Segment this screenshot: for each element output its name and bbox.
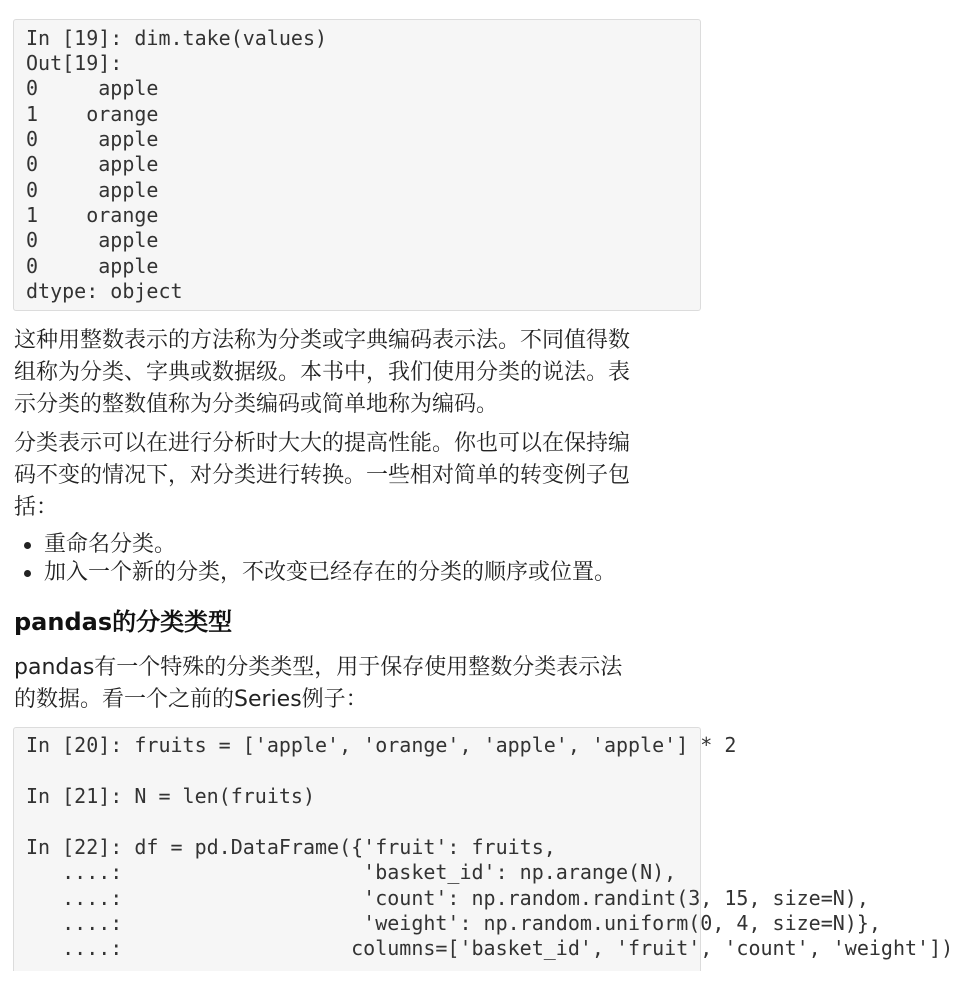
code-line: In [22]: df = pd.DataFrame({'fruit': fruits, bbox=[26, 835, 556, 859]
code-line: ....: columns=['basket_id', 'fruit', 'count', 'weight']) bbox=[26, 936, 953, 960]
code-block-input bbox=[13, 727, 953, 971]
paragraph-line: 这种用整数表示的方法称为分类或字典编码表示法。不同值得数 bbox=[14, 328, 631, 353]
paragraph-pandas-categorical bbox=[14, 652, 704, 716]
bullet-dot-icon bbox=[24, 542, 31, 549]
code-line: 0 apple bbox=[26, 254, 159, 278]
code-line: Out[19]: bbox=[26, 51, 123, 75]
paragraph-line: 示分类的整数值称为分类编码或简单地称为编码。 bbox=[14, 392, 499, 417]
code-line: 0 apple bbox=[26, 228, 159, 252]
bullet-list bbox=[14, 531, 704, 587]
section-heading: pandas的分类类型 bbox=[14, 608, 233, 636]
code-line: In [20]: fruits = ['apple', 'orange', 'apple', 'apple'] * 2 bbox=[26, 733, 737, 757]
bullet-dot-icon bbox=[24, 570, 31, 577]
list-item bbox=[14, 531, 704, 559]
code-block-output bbox=[13, 19, 701, 311]
list-item-text: 加入一个新的分类，不改变已经存在的分类的顺序或位置。 bbox=[44, 560, 617, 585]
paragraph-categorical-encoding bbox=[14, 325, 704, 421]
code-line: dtype: object bbox=[26, 279, 183, 303]
code-line: 0 apple bbox=[26, 76, 159, 100]
code-line: 1 orange bbox=[26, 203, 159, 227]
code-line: ....: 'count': np.random.randint(3, 15, size=N), bbox=[26, 886, 869, 910]
paragraph-line: 码不变的情况下，对分类进行转换。一些相对简单的转变例子包 bbox=[14, 463, 631, 488]
code-line: 0 apple bbox=[26, 127, 159, 151]
code-line: ....: 'basket_id': np.arange(N), bbox=[26, 860, 677, 884]
paragraph-line: pandas有一个特殊的分类类型，用于保存使用整数分类表示法 bbox=[14, 655, 623, 680]
code-line: In [19]: dim.take(values) bbox=[26, 26, 328, 50]
code-line: ....: 'weight': np.random.uniform(0, 4, size=N)}, bbox=[26, 911, 881, 935]
list-item-text: 重命名分类。 bbox=[44, 532, 177, 557]
code-line: In [21]: N = len(fruits) bbox=[26, 784, 315, 808]
paragraph-line: 括： bbox=[14, 495, 59, 520]
code-line: 0 apple bbox=[26, 178, 159, 202]
paragraph-line: 的数据。看一个之前的Series例子： bbox=[14, 687, 368, 712]
code-line: 0 apple bbox=[26, 152, 159, 176]
list-item bbox=[14, 559, 704, 587]
paragraph-line: 组称为分类、字典或数据级。本书中，我们使用分类的说法。表 bbox=[14, 360, 631, 385]
code-line: 1 orange bbox=[26, 102, 159, 126]
paragraph-line: 分类表示可以在进行分析时大大的提高性能。你也可以在保持编 bbox=[14, 431, 631, 456]
paragraph-performance bbox=[14, 428, 704, 524]
